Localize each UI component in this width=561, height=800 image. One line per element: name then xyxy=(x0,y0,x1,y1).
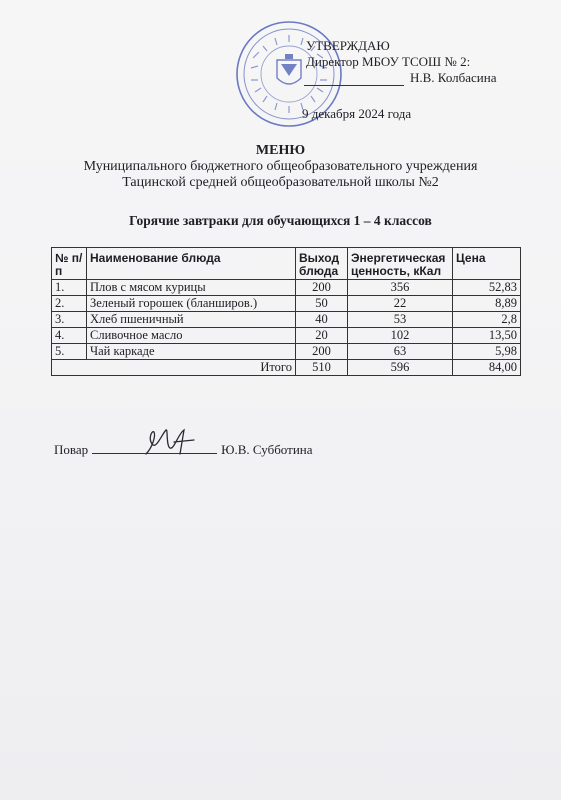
table-header-row xyxy=(52,248,521,280)
row-energy: 53 xyxy=(348,312,453,328)
cook-name: Ю.В. Субботина xyxy=(221,442,313,457)
row-energy: 356 xyxy=(348,280,453,296)
header-output: Выход блюда xyxy=(296,248,348,280)
total-energy: 596 xyxy=(348,360,453,376)
approver-position: Директор МБОУ ТСОШ № 2: xyxy=(306,54,471,69)
row-output: 200 xyxy=(296,344,348,360)
row-output: 50 xyxy=(296,296,348,312)
row-number: 3. xyxy=(52,312,87,328)
row-energy: 63 xyxy=(348,344,453,360)
row-price: 52,83 xyxy=(453,280,521,296)
row-price: 5,98 xyxy=(453,344,521,360)
menu-table xyxy=(51,247,521,376)
total-price: 84,00 xyxy=(453,360,521,376)
row-dish-name: Сливочное масло xyxy=(87,328,296,344)
table-total-row xyxy=(52,360,521,376)
table-row xyxy=(52,296,521,312)
approval-date: 9 декабря 2024 года xyxy=(302,106,412,121)
cook-signature-line xyxy=(54,441,313,458)
header-number: № п/п xyxy=(52,248,87,280)
row-number: 5. xyxy=(52,344,87,360)
table-row xyxy=(52,312,521,328)
menu-subtitle: Горячие завтраки для обучающихся 1 – 4 классов xyxy=(129,213,432,228)
row-number: 4. xyxy=(52,328,87,344)
total-output: 510 xyxy=(296,360,348,376)
row-dish-name: Зеленый горошек (бланширов.) xyxy=(87,296,296,312)
total-label: Итого xyxy=(52,360,296,376)
cook-role: Повар xyxy=(54,442,89,457)
header-price: Цена xyxy=(453,248,521,280)
row-energy: 22 xyxy=(348,296,453,312)
row-dish-name: Чай каркаде xyxy=(87,344,296,360)
approval-word: УТВЕРЖДАЮ xyxy=(306,38,390,53)
approver-name: Н.В. Колбасина xyxy=(410,70,497,85)
row-output: 200 xyxy=(296,280,348,296)
row-dish-name: Плов с мясом курицы xyxy=(87,280,296,296)
table-row xyxy=(52,280,521,296)
signature-blank xyxy=(304,85,404,86)
row-number: 1. xyxy=(52,280,87,296)
signature-underline xyxy=(92,441,217,454)
row-energy: 102 xyxy=(348,328,453,344)
table-row xyxy=(52,328,521,344)
org-name-line1: Муниципального бюджетного общеобразовательного учреждения xyxy=(83,159,478,174)
page-title: МЕНЮ xyxy=(255,143,306,158)
row-price: 13,50 xyxy=(453,328,521,344)
row-output: 20 xyxy=(296,328,348,344)
row-dish-name: Хлеб пшеничный xyxy=(87,312,296,328)
row-number: 2. xyxy=(52,296,87,312)
row-price: 8,89 xyxy=(453,296,521,312)
row-output: 40 xyxy=(296,312,348,328)
row-price: 2,8 xyxy=(453,312,521,328)
approval-block xyxy=(302,38,497,122)
header-energy: Энергетическая ценность, кКал xyxy=(348,248,453,280)
table-row xyxy=(52,344,521,360)
org-name-line2: Тацинской средней общеобразовательной школы №2 xyxy=(122,175,439,190)
header-dish-name: Наименование блюда xyxy=(87,248,296,280)
